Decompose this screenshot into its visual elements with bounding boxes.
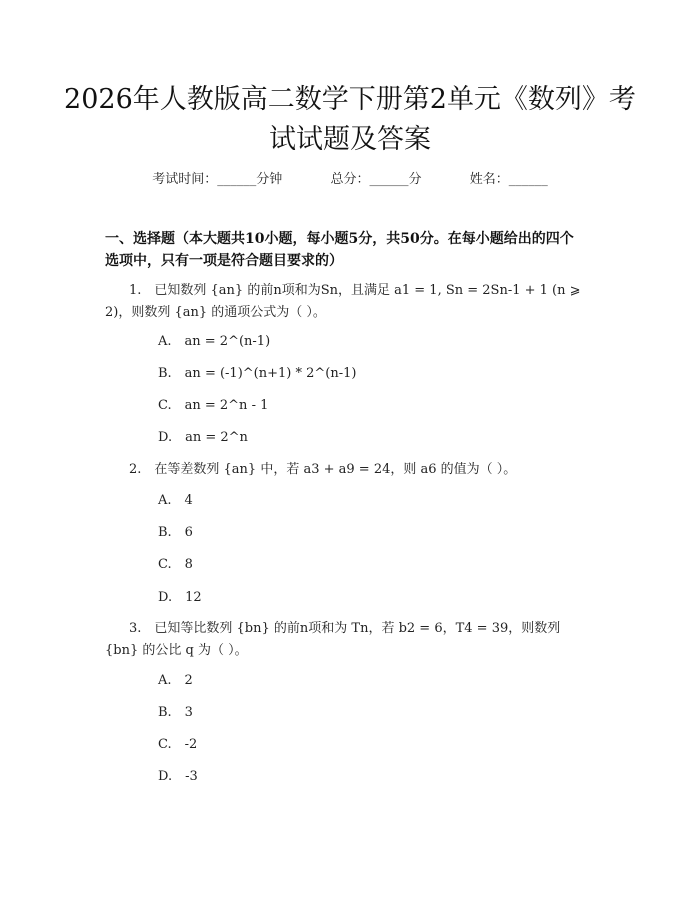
- question-2-option-b: B. 6: [158, 525, 193, 540]
- question-3-option-a: A. 2: [158, 673, 193, 688]
- question-2-option-d: D. 12: [158, 590, 202, 605]
- question-3-option-b: B. 3: [158, 705, 193, 720]
- question-3-text: 3. 已知等比数列 {bn} 的前n项和为 Tn，若 b2 = 6，T4 = 39，则数列 {bn} 的公比 q 为（ ）。: [105, 621, 561, 658]
- question-3-option-d: D. -3: [158, 769, 198, 784]
- exam-meta: [0, 168, 700, 187]
- question-1-option-b: B. an = (-1)^(n+1) * 2^(n-1): [158, 366, 357, 381]
- section-heading: 一、选择题（本大题共10小题，每小题5分，共50分。在每小题给出的四个选项中，只有一项是符合题目要求的）: [105, 231, 574, 269]
- student-name-label: 姓名：______: [469, 172, 548, 187]
- question-2-option-c: C. 8: [158, 557, 193, 572]
- question-1-option-d: D. an = 2^n: [158, 430, 248, 445]
- total-score-label: 总分：______分: [330, 172, 422, 187]
- question-2-text: 2. 在等差数列 {an} 中，若 a3 + a9 = 24，则 a6 的值为（ ）。: [129, 462, 517, 477]
- exam-title: 2026年人教版高二数学下册第2单元《数列》考试试题及答案: [64, 84, 636, 155]
- question-1-option-a: A. an = 2^(n-1): [158, 334, 271, 349]
- question-3-option-c: C. -2: [158, 737, 198, 752]
- question-1-text: 1. 已知数列 {an} 的前n项和为Sn，且满足 a1 = 1, Sn = 2Sn-1 + 1 (n ⩾ 2)，则数列 {an} 的通项公式为（ ）。: [105, 283, 581, 320]
- question-2-option-a: A. 4: [158, 493, 193, 508]
- question-1-option-c: C. an = 2^n - 1: [158, 398, 269, 413]
- exam-time-label: 考试时间：______分钟: [152, 172, 283, 187]
